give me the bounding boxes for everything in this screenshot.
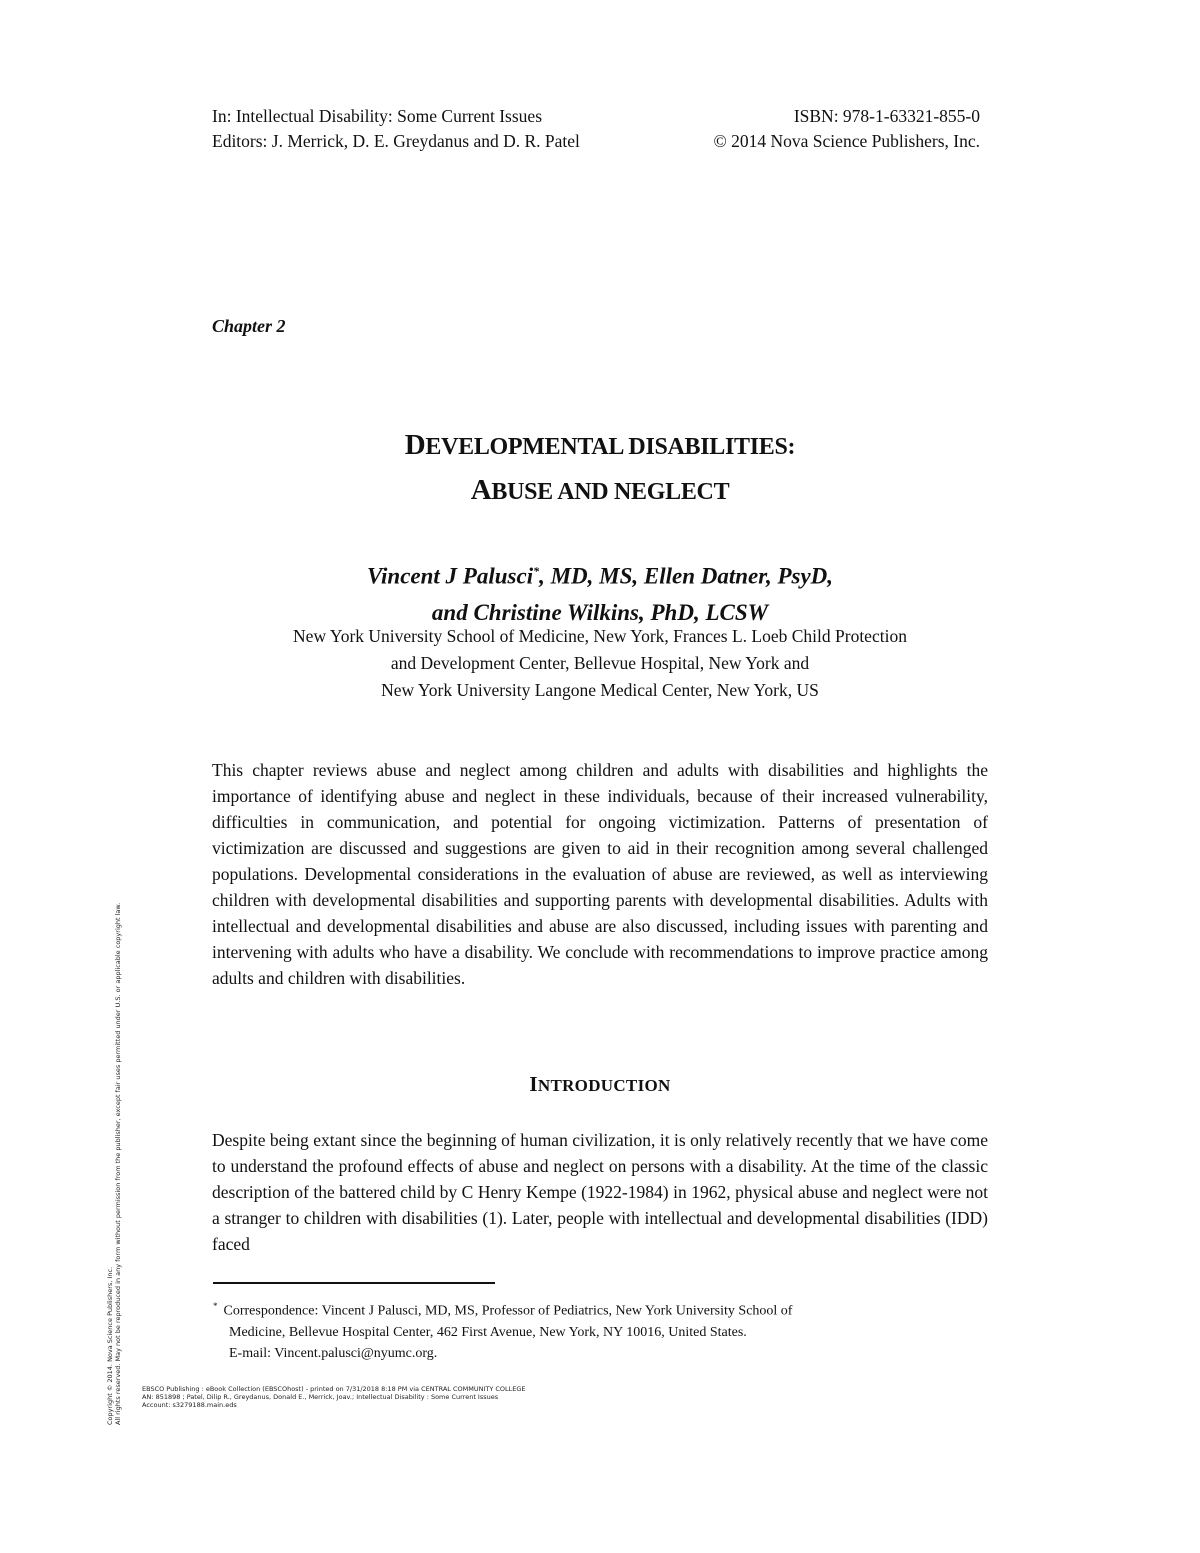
footnote xyxy=(213,1296,988,1364)
ebsco-line-1: EBSCO Publishing : eBook Collection (EBSCOhost) - printed on 7/31/2018 8:18 PM via CENTRAL COMMUNITY COLLEGE xyxy=(142,1385,526,1393)
affiliation-line-3: New York University Langone Medical Center, New York, US xyxy=(381,680,819,700)
affiliation-line-1: New York University School of Medicine, New York, Frances L. Loeb Child Protection xyxy=(293,626,907,646)
ebsco-stamp xyxy=(142,1385,822,1409)
chapter-title xyxy=(212,424,988,514)
title-line-1: DEVELOPMENTAL DISABILITIES: xyxy=(404,429,796,461)
section-heading-introduction: INTRODUCTION xyxy=(529,1072,671,1096)
ebsco-line-2: AN: 851898 ; Patel, Dilip R., Greydanus, Donald E., Merrick, Joav.; Intellectual Disability : Some Current Issues xyxy=(142,1393,499,1401)
title-line-2: ABUSE AND NEGLECT xyxy=(470,474,730,506)
header-row-2 xyxy=(212,129,980,154)
author-list xyxy=(212,553,988,631)
authors-line-1: Vincent J Palusci*, MD, MS, Ellen Datner, PsyD, xyxy=(366,563,834,589)
footnote-divider xyxy=(213,1282,495,1284)
footnote-mark: * xyxy=(213,1301,218,1311)
authors-line-2: and Christine Wilkins, PhD, LCSW xyxy=(431,599,769,625)
editors: Editors: J. Merrick, D. E. Greydanus and D. R. Patel xyxy=(212,131,580,151)
chapter-label: Chapter 2 xyxy=(212,316,286,336)
header-row-1 xyxy=(212,104,980,129)
footnote-line-3: E-mail: Vincent.palusci@nyumc.org. xyxy=(229,1345,438,1361)
side-copyright-notice xyxy=(106,475,122,1425)
book-source: In: Intellectual Disability: Some Current Issues xyxy=(212,106,543,126)
running-header xyxy=(212,104,980,154)
abstract-paragraph: This chapter reviews abuse and neglect among children and adults with disabilities and highlights the importance of identifying abuse and neglect in these individuals, because of their increased vulnerability, difficulties in communication, and potential for ongoing victimization. Patterns of presentation of victimization are discussed and suggestions are given to aid in their recognition among several challenged populations. Developmental considerations in the evaluation of abuse are reviewed, as well as interviewing children with developmental disabilities and supporting parents with developmental disabilities. Adults with intellectual and developmental disabilities and abuse are also discussed, including issues with parenting and intervening with adults who have a disability. We conclude with recommendations to improve practice among adults and children with disabilities. xyxy=(212,760,988,988)
introduction-paragraph: Despite being extant since the beginning of human civilization, it is only relatively recently that we have come to understand the profound effects of abuse and neglect on persons with a disability. At the time of the classic description of the battered child by C Henry Kempe (1922-1984) in 1962, physical abuse and neglect were not a stranger to children with disabilities (1). Later, people with intellectual and developmental disabilities (IDD) faced xyxy=(212,1130,988,1254)
correspondence-mark: * xyxy=(533,564,540,578)
footnote-line-2: Medicine, Bellevue Hospital Center, 462 First Avenue, New York, NY 10016, United States. xyxy=(229,1324,747,1340)
isbn: ISBN: 978-1-63321-855-0 xyxy=(793,106,980,126)
affiliation xyxy=(212,623,988,704)
footnote-line-1: * Correspondence: Vincent J Palusci, MD, MS, Professor of Pediatrics, New York University School of xyxy=(213,1301,793,1319)
side-copyright-line-1: Copyright © 2014. Nova Science Publishers, Inc. xyxy=(106,1266,114,1425)
ebsco-line-3: Account: s3279188.main.eds xyxy=(142,1401,237,1409)
affiliation-line-2: and Development Center, Bellevue Hospital, New York and xyxy=(390,653,810,673)
publisher-copyright: © 2014 Nova Science Publishers, Inc. xyxy=(713,131,980,151)
side-copyright-line-2: All rights reserved. May not be reproduced in any form without permission from the publisher, except fair uses permitted under U.S. or applicable copyright law. xyxy=(114,902,122,1425)
